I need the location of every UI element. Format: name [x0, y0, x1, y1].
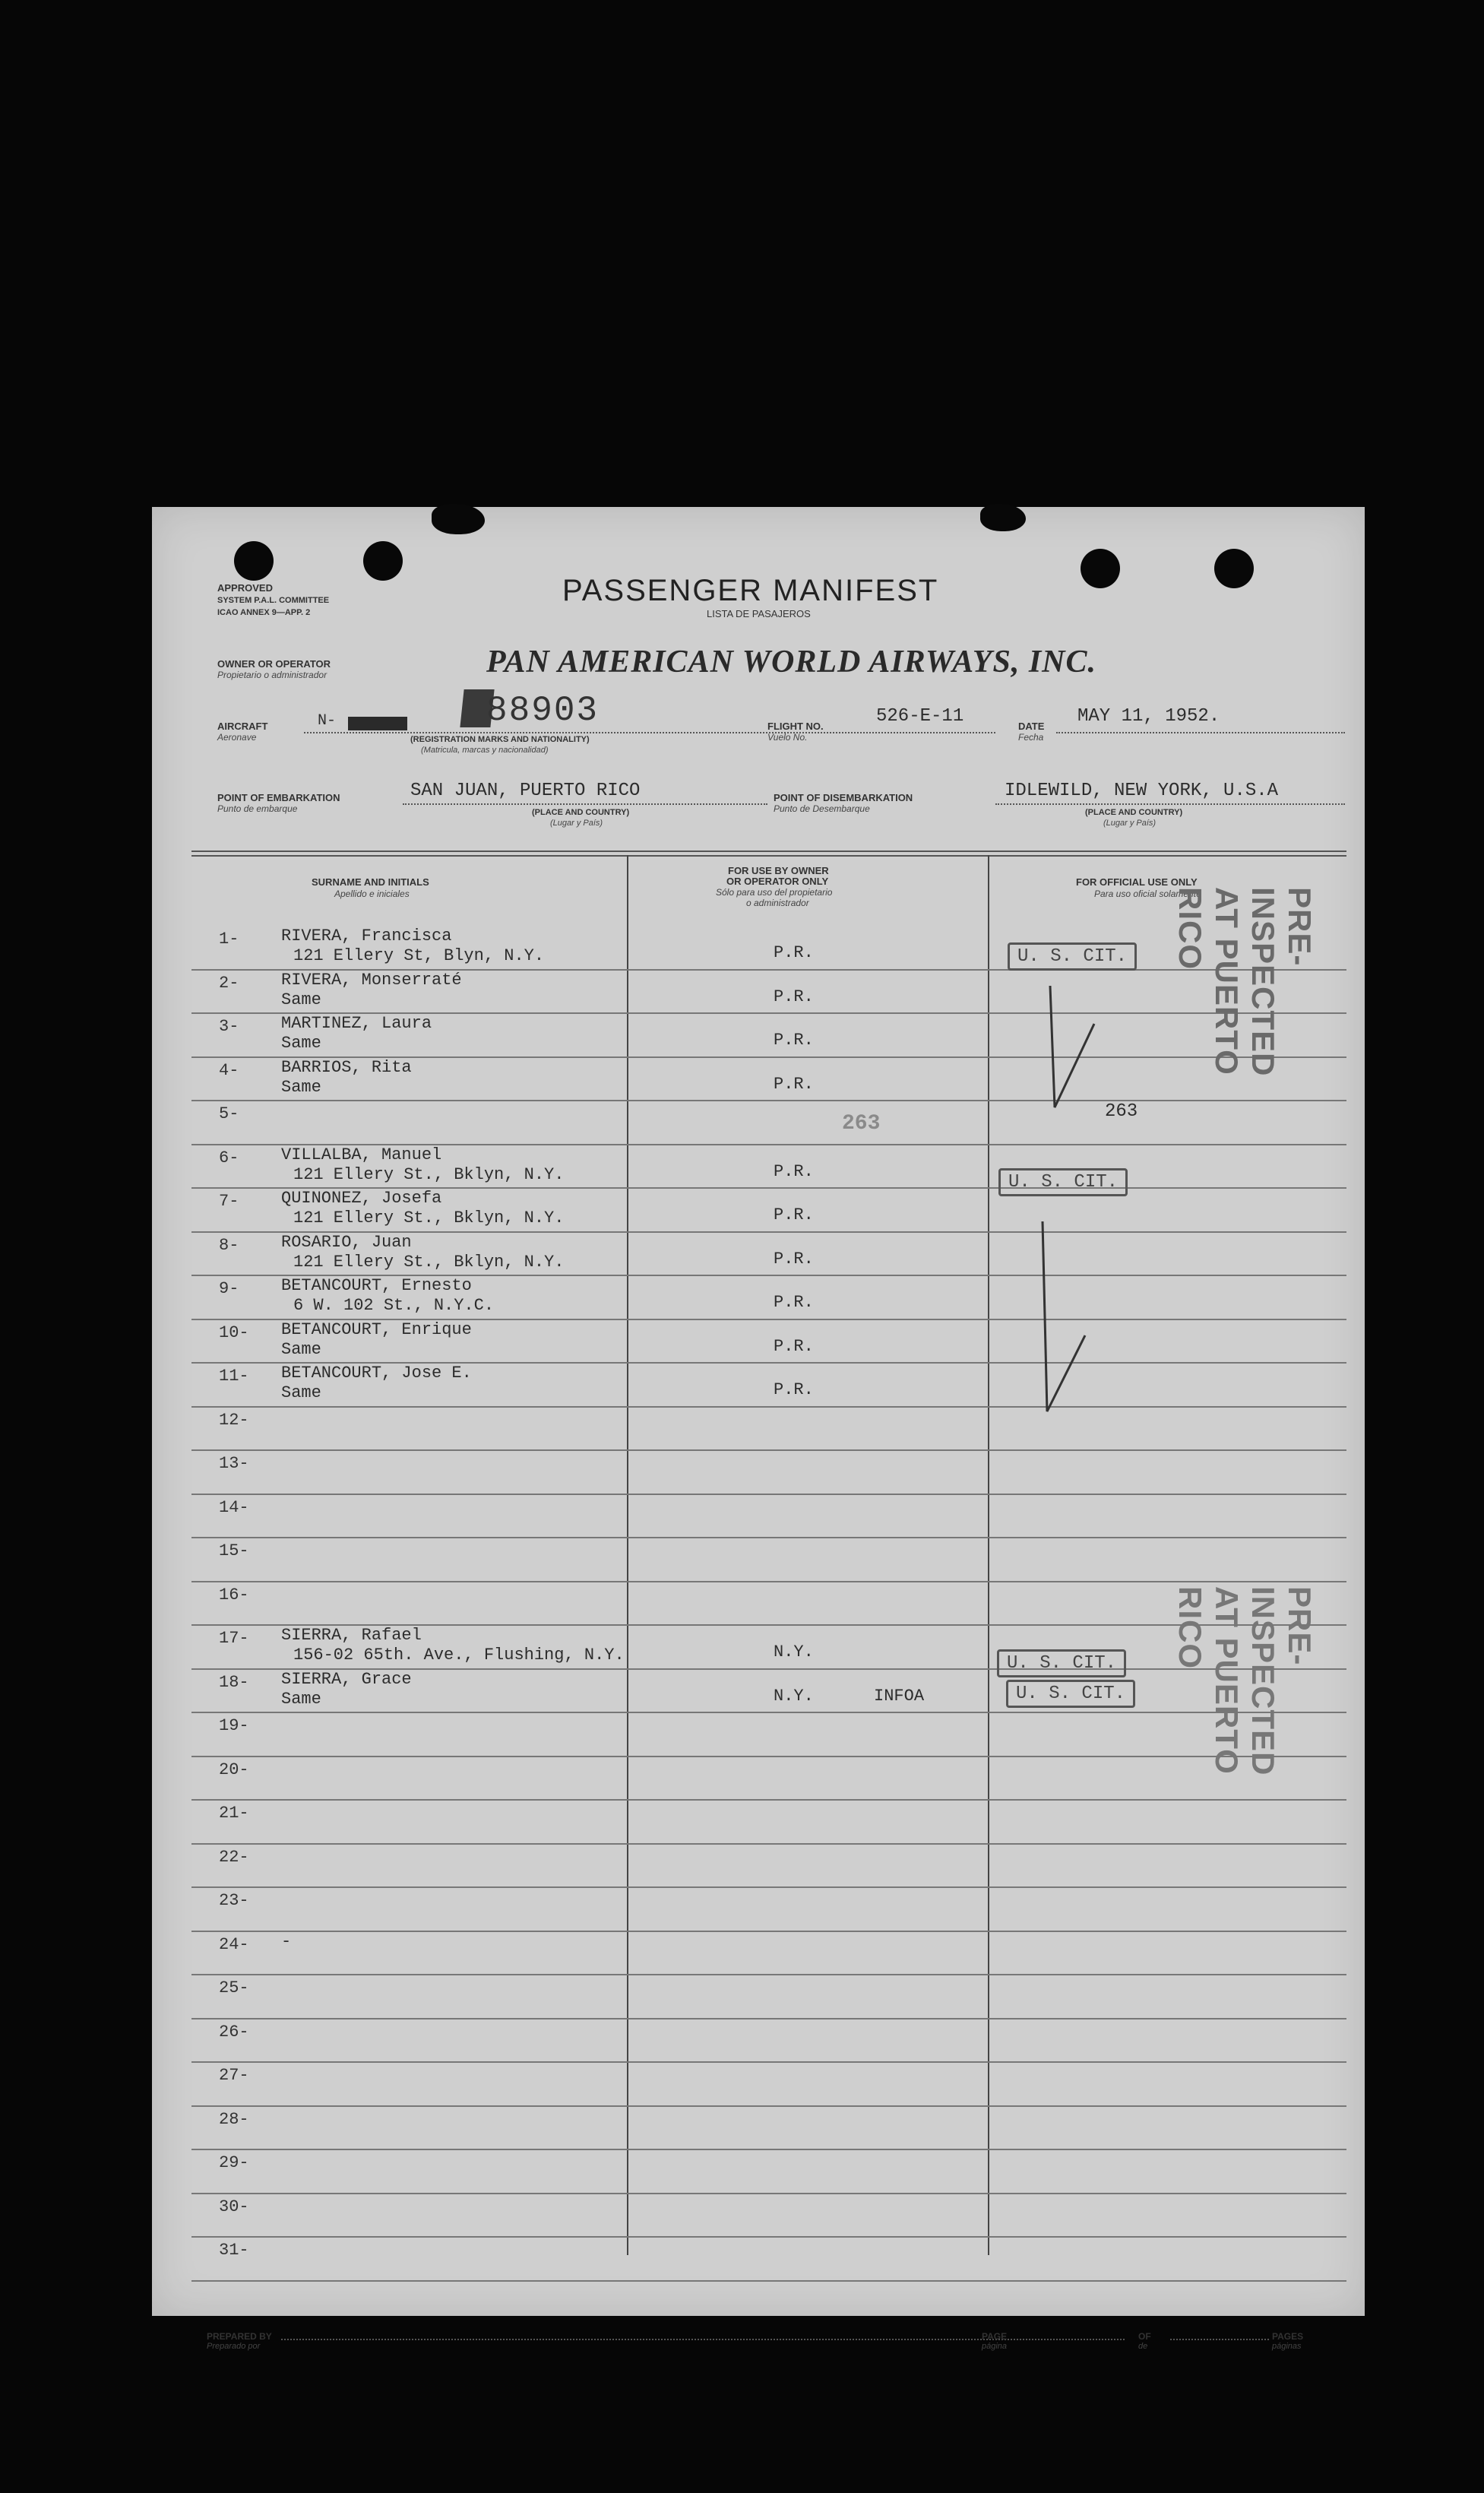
- passenger-address: 6 W. 102 St., N.Y.C.: [293, 1296, 495, 1315]
- row-separator: [191, 1974, 1346, 1975]
- row-number: 21-: [219, 1804, 249, 1823]
- pre-inspected-stamp: PRE-INSPECTED AT PUERTO RICO: [1172, 1586, 1318, 1776]
- aircraft-label-es: Aeronave: [217, 732, 257, 743]
- passenger-name: VILLALBA, Manuel: [281, 1145, 442, 1164]
- row-number: 5-: [219, 1104, 239, 1123]
- redaction-mark: [348, 717, 407, 730]
- registration-label-es: (Matricula, marcas y nacionalidad): [421, 746, 549, 755]
- passenger-name: BETANCOURT, Jose E.: [281, 1364, 472, 1383]
- paper-tear: [980, 504, 1026, 531]
- row-number: 9-: [219, 1279, 239, 1298]
- approved-label: APPROVED: [217, 582, 273, 594]
- check-mark: [1035, 1214, 1096, 1419]
- us-cit-stamp: U. S. CIT.: [1006, 1680, 1135, 1708]
- row-separator: [191, 2236, 1346, 2238]
- passenger-address: Same: [281, 1034, 321, 1053]
- row-number: 7-: [219, 1192, 239, 1211]
- row-number: 18-: [219, 1672, 249, 1692]
- row-separator: [191, 1931, 1346, 1932]
- prepared-by-label: PREPARED BY: [207, 2331, 272, 2342]
- page-label-es: página: [982, 2342, 1008, 2351]
- approved-committee: SYSTEM P.A.L. COMMITTEE: [217, 596, 330, 605]
- col-owner-header-1: FOR USE BY OWNER: [728, 865, 829, 876]
- row-separator: [191, 2061, 1346, 2063]
- row-number: 24-: [219, 1934, 249, 1954]
- col-owner-header-es2: o administrador: [746, 898, 809, 908]
- row-number: 14-: [219, 1497, 249, 1517]
- row-number: 19-: [219, 1716, 249, 1735]
- passenger-address: 121 Ellery St., Bklyn, N.Y.: [293, 1252, 565, 1272]
- operator-code: P.R.: [774, 1336, 814, 1356]
- row-number: 6-: [219, 1148, 239, 1167]
- row-separator: [191, 1886, 1346, 1888]
- passenger-address: Same: [281, 1077, 321, 1097]
- embarkation-label-es: Punto de embarque: [217, 803, 298, 814]
- row-number: 3-: [219, 1017, 239, 1036]
- row-separator: [191, 1100, 1346, 1101]
- passenger-address: 121 Ellery St., Bklyn, N.Y.: [293, 1208, 565, 1227]
- owner-value: PAN AMERICAN WORLD AIRWAYS, INC.: [486, 645, 1097, 679]
- aircraft-no-prefix: N-: [318, 712, 337, 730]
- col-surname-header: SURNAME AND INITIALS: [312, 876, 429, 888]
- operator-code: P.R.: [774, 1031, 814, 1050]
- embarkation-label: POINT OF EMBARKATION: [217, 792, 340, 803]
- operator-code: N.Y.: [774, 1642, 814, 1661]
- col-owner-header-es1: Sólo para uso del propietario: [716, 887, 833, 898]
- row-separator: [191, 2149, 1346, 2150]
- row-number: 23-: [219, 1891, 249, 1910]
- prepared-by-label-es: Preparado por: [207, 2342, 261, 2351]
- page-title: PASSENGER MANIFEST: [562, 574, 939, 607]
- passenger-name: SIERRA, Rafael: [281, 1626, 422, 1645]
- row-separator: [191, 1449, 1346, 1451]
- us-cit-stamp: U. S. CIT.: [998, 1168, 1128, 1196]
- row-separator: [191, 1406, 1346, 1408]
- aircraft-label: AIRCRAFT: [217, 721, 268, 732]
- date-label: DATE: [1018, 721, 1045, 732]
- disembarkation-label: POINT OF DISEMBARKATION: [774, 792, 913, 803]
- passenger-name: MARTINEZ, Laura: [281, 1014, 432, 1033]
- passenger-address: Same: [281, 1339, 321, 1359]
- passenger-name: BETANCOURT, Enrique: [281, 1319, 472, 1339]
- passenger-name: BETANCOURT, Ernesto: [281, 1276, 472, 1295]
- row-number: 15-: [219, 1541, 249, 1560]
- row-number: 1-: [219, 930, 239, 949]
- pre-inspected-stamp: PRE-INSPECTED AT PUERTO RICO: [1172, 887, 1318, 1077]
- page-label: PAGE: [982, 2331, 1008, 2342]
- row-number: 28-: [219, 2109, 249, 2129]
- col-official-header-es: Para uso oficial solamente: [1094, 889, 1201, 899]
- row-number: 10-: [219, 1323, 249, 1342]
- row-number: 13-: [219, 1454, 249, 1473]
- operator-code: P.R.: [774, 1205, 814, 1224]
- disembark-place-country: (PLACE AND COUNTRY): [1085, 808, 1183, 817]
- passenger-address: 121 Ellery St, Blyn, N.Y.: [293, 946, 545, 965]
- row-number: 11-: [219, 1367, 249, 1386]
- embarkation-value: SAN JUAN, PUERTO RICO: [410, 781, 641, 801]
- row-separator: [191, 1581, 1346, 1582]
- official-count: 263: [1105, 1101, 1138, 1122]
- passenger-name: SIERRA, Grace: [281, 1669, 412, 1689]
- row-separator: [191, 2280, 1346, 2282]
- passenger-name: BARRIOS, Rita: [281, 1057, 412, 1077]
- operator-code: 263: [842, 1112, 881, 1136]
- row-separator: [191, 1799, 1346, 1801]
- row-separator: [191, 1843, 1346, 1845]
- operator-code: N.Y. INFOA: [774, 1686, 925, 1706]
- passenger-name: RIVERA, Monserraté: [281, 970, 462, 990]
- passenger-address: Same: [281, 990, 321, 1009]
- owner-label: OWNER OR OPERATOR: [217, 658, 331, 670]
- row-separator: [191, 2193, 1346, 2194]
- paper-tear: [432, 504, 485, 534]
- punch-hole: [363, 541, 403, 581]
- pages-label: PAGES: [1272, 2331, 1304, 2342]
- punch-hole: [1081, 549, 1120, 588]
- operator-code: P.R.: [774, 1293, 814, 1312]
- row-number: 26-: [219, 2022, 249, 2042]
- row-number: 29-: [219, 2153, 249, 2172]
- date-value: MAY 11, 1952.: [1077, 706, 1220, 727]
- manifest-paper: [152, 507, 1365, 2351]
- embark-place-country-es: (Lugar y País): [550, 819, 603, 828]
- owner-label-es: Propietario o administrador: [217, 670, 327, 680]
- operator-code: P.R.: [774, 1380, 814, 1399]
- passenger-name: ROSARIO, Juan: [281, 1232, 412, 1252]
- row-separator: [191, 1494, 1346, 1495]
- row-number: 8-: [219, 1235, 239, 1255]
- row-number: 2-: [219, 973, 239, 993]
- row-number: 31-: [219, 2241, 249, 2260]
- operator-code: P.R.: [774, 987, 814, 1006]
- disembarkation-value: IDLEWILD, NEW YORK, U.S.A: [1005, 781, 1279, 801]
- operator-code: P.R.: [774, 943, 814, 962]
- row-separator: [191, 2018, 1346, 2019]
- operator-code: P.R.: [774, 1249, 814, 1269]
- aircraft-value: 88903: [486, 691, 600, 730]
- passenger-address: 121 Ellery St., Bklyn, N.Y.: [293, 1164, 565, 1184]
- us-cit-stamp: U. S. CIT.: [997, 1649, 1126, 1677]
- passenger-address: 156-02 65th. Ave., Flushing, N.Y.: [293, 1646, 625, 1665]
- row-number: 27-: [219, 2066, 249, 2085]
- flight-label: FLIGHT NO.: [767, 721, 824, 732]
- passenger-name: QUINONEZ, Josefa: [281, 1189, 442, 1208]
- punch-hole: [1214, 549, 1254, 588]
- disembarkation-label-es: Punto de Desembarque: [774, 803, 870, 814]
- punch-hole: [234, 541, 274, 581]
- of-label: OF: [1138, 2331, 1151, 2342]
- row-number: 16-: [219, 1585, 249, 1604]
- flight-value: 526-E-11: [876, 706, 964, 727]
- embark-place-country: (PLACE AND COUNTRY): [532, 808, 630, 817]
- passenger-address: Same: [281, 1383, 321, 1402]
- approved-annex: ICAO ANNEX 9—APP. 2: [217, 608, 311, 617]
- flight-label-es: Vuelo No.: [767, 732, 808, 743]
- date-label-es: Fecha: [1018, 732, 1044, 743]
- col-official-header: FOR OFFICIAL USE ONLY: [1076, 876, 1198, 888]
- row-number: 12-: [219, 1410, 249, 1430]
- us-cit-stamp: U. S. CIT.: [1008, 942, 1137, 971]
- row-number: 17-: [219, 1629, 249, 1648]
- check-mark: [1041, 978, 1102, 1115]
- passenger-name: RIVERA, Francisca: [281, 927, 452, 946]
- row-number: 22-: [219, 1847, 249, 1867]
- operator-code: P.R.: [774, 1074, 814, 1094]
- operator-code: P.R.: [774, 1161, 814, 1181]
- row-number: 20-: [219, 1760, 249, 1779]
- of-label-es: de: [1138, 2342, 1148, 2351]
- passenger-name: -: [281, 1931, 292, 1951]
- row-number: 25-: [219, 1978, 249, 1997]
- pages-label-es: páginas: [1272, 2342, 1302, 2351]
- row-separator: [191, 2105, 1346, 2107]
- row-number: 30-: [219, 2197, 249, 2216]
- passenger-address: Same: [281, 1689, 321, 1709]
- row-number: 4-: [219, 1060, 239, 1080]
- page-subtitle: LISTA DE PASAJEROS: [707, 608, 811, 619]
- col-owner-header-2: OR OPERATOR ONLY: [726, 876, 829, 887]
- disembark-place-country-es: (Lugar y País): [1103, 819, 1157, 828]
- row-separator: [191, 1537, 1346, 1538]
- col-surname-header-es: Apellido e iniciales: [334, 889, 410, 899]
- registration-label: (REGISTRATION MARKS AND NATIONALITY): [410, 735, 590, 744]
